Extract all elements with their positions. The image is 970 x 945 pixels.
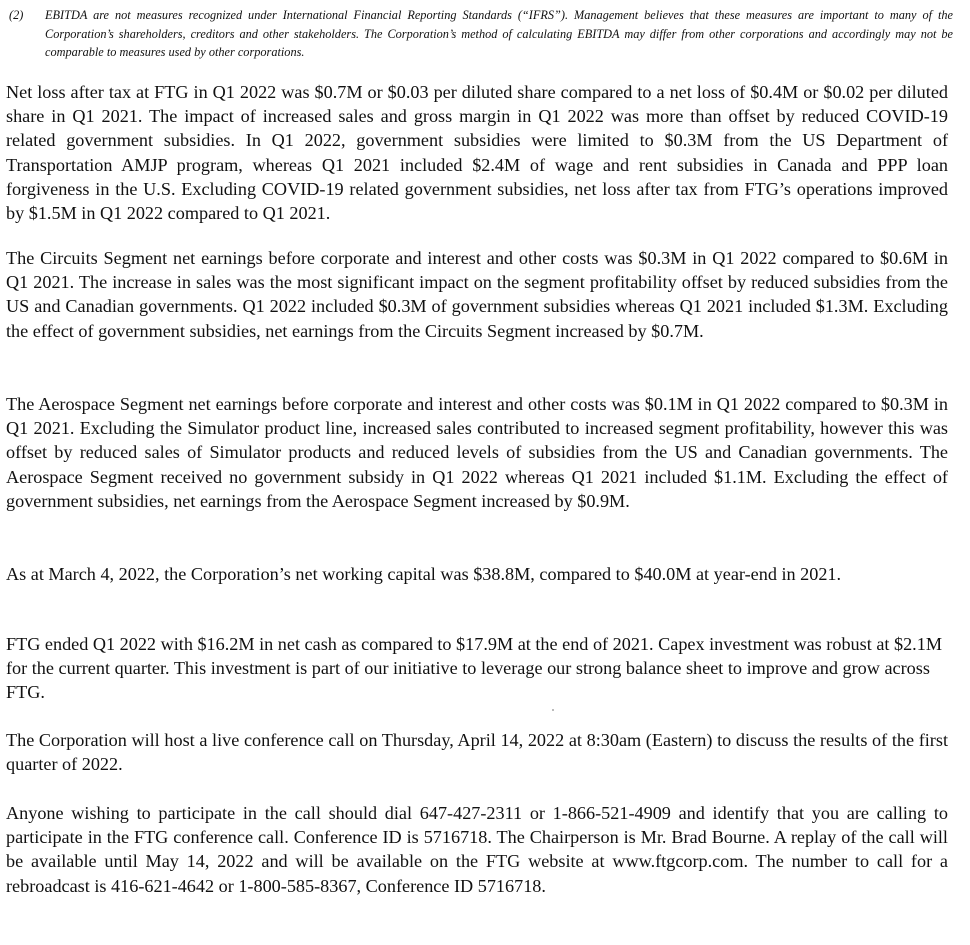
paragraph-conference-call: The Corporation will host a live conference call on Thursday, April 14, 2022 at 8:30am (Eastern) to discuss the results of the first quarter of 2022. — [6, 730, 948, 775]
paragraph-aerospace-segment: The Aerospace Segment net earnings before corporate and interest and other costs was $0.1M in Q1 2022 compared to $0.3M in Q1 2021. Excluding the Simulator product line, increased sales contributed to increased segment profitability, however this was offset by reduced sales of Simulator products and reduced levels of subsidies from the US and Canadian governments. The Aerospace Segment received no government subsidy in Q1 2022 whereas Q1 2021 included $1.1M. Excluding the effect of government subsidies, net earnings from the Aerospace Segment increased by $0.9M. — [6, 394, 948, 511]
scan-speck — [552, 709, 554, 711]
paragraph-call-details: Anyone wishing to participate in the call should dial 647-427-2311 or 1-866-521-4909 and identify that you are calling to participate in the FTG conference call. Conference ID is 5716718. The Chairperson is Mr. Brad Bourne. A replay of the call will be available until May 14, 2022 and will be available on the FTG website at www.ftgcorp.com. The number to call for a rebroadcast is 416-621-4642 or 1-800-585-8367, Conference ID 5716718. — [6, 803, 948, 896]
paragraph-circuits-segment: The Circuits Segment net earnings before corporate and interest and other costs was $0.3M in Q1 2022 compared to $0.6M in Q1 2021. The increase in sales was the most significant impact on the segment profitability offset by reduced subsidies from the US and Canadian governments. Q1 2022 included $0.3M of government subsidies whereas Q1 2021 included $1.3M. Excluding the effect of government subsidies, net earnings from the Circuits Segment increased by $0.7M. — [6, 248, 948, 341]
paragraph-net-loss: Net loss after tax at FTG in Q1 2022 was $0.7M or $0.03 per diluted share compared to a net loss of $0.4M or $0.02 per diluted share in Q1 2021. The impact of increased sales and gross margin in Q1 2022 was more than offset by reduced COVID-19 related government subsidies. In Q1 2022, government subsidies were limited to $0.3M from the US Department of Transportation AMJP program, whereas Q1 2021 included $2.4M of wage and rent subsidies in Canada and PPP loan forgiveness in the U.S. Excluding COVID-19 related government subsidies, net loss after tax from FTG’s operations improved by $1.5M in Q1 2022 compared to Q1 2021. — [6, 82, 948, 224]
footnote-number: (2) — [9, 8, 24, 22]
paragraph-net-cash: FTG ended Q1 2022 with $16.2M in net cash as compared to $17.9M at the end of 2021. Capex investment was robust at $2.1M for the current quarter. This investment is part of our initiative to leverage our strong balance sheet to improve and grow across FTG. — [6, 634, 942, 703]
paragraph-working-capital: As at March 4, 2022, the Corporation’s net working capital was $38.8M, compared to $40.0M at year-end in 2021. — [6, 564, 842, 584]
footnote-text: EBITDA are not measures recognized under International Financial Reporting Standards (“IFRS”). Management believes that these measures are important to many of the Corporation’s shareholders, creditors and other stakeholders. The Corporation’s method of calculating EBITDA may differ from other corporations and accordingly may not be comparable to measures used by other corporations. — [45, 8, 953, 59]
footnote — [8, 6, 953, 62]
